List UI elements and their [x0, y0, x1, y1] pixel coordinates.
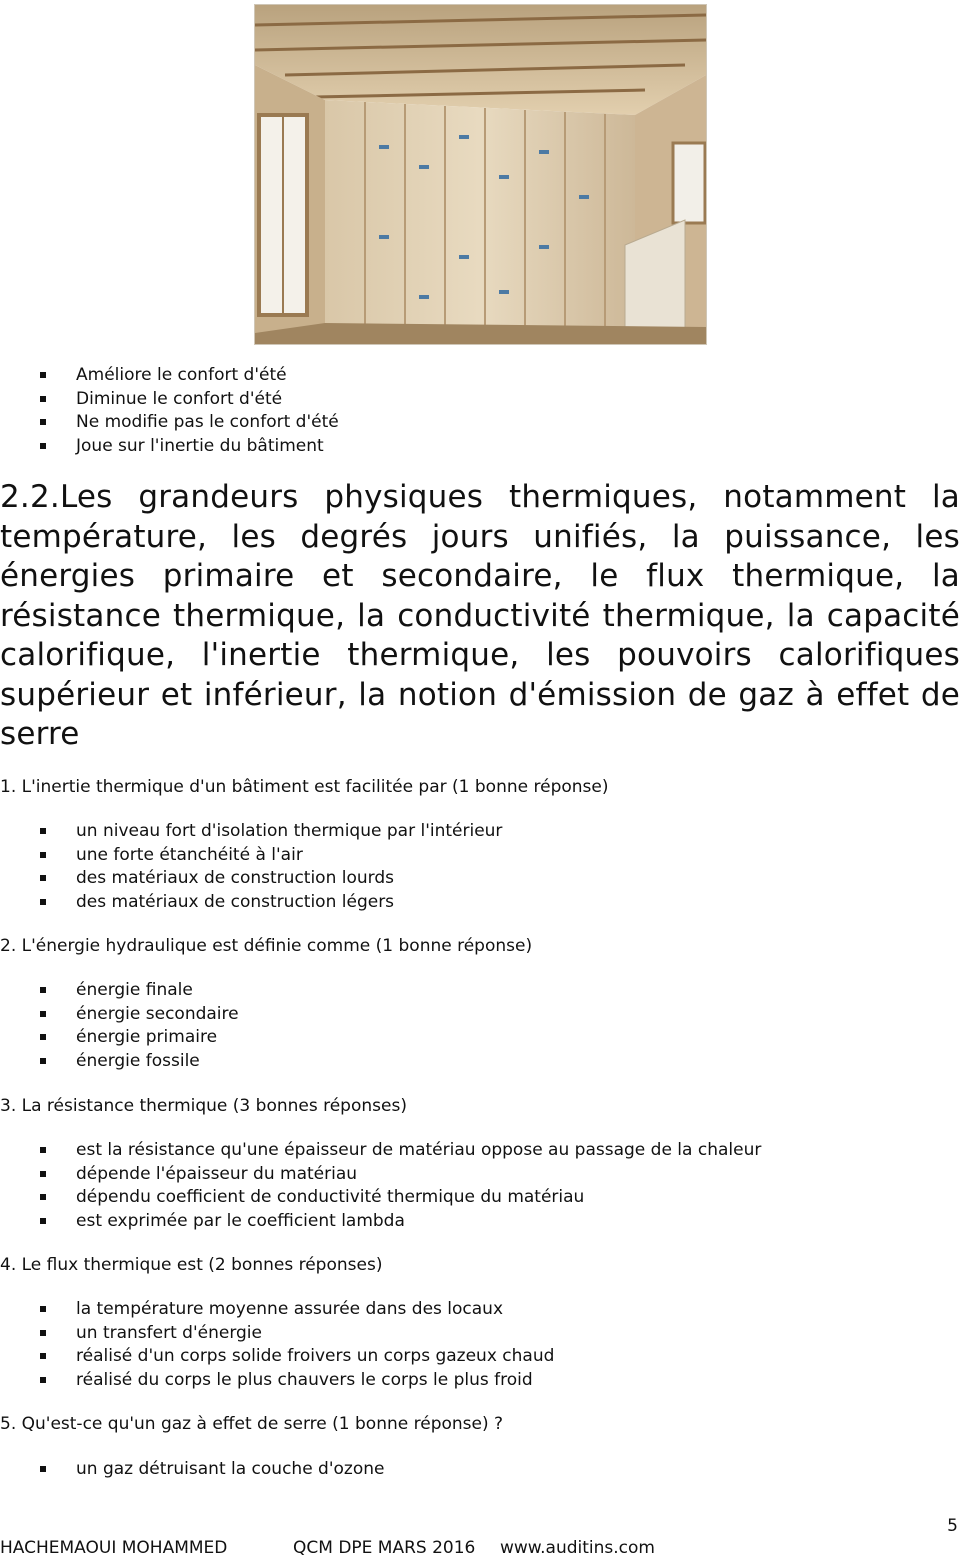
- footer-document: QCM DPE MARS 2016: [293, 1538, 476, 1558]
- insulated-room-photo: [254, 4, 707, 345]
- list-item[interactable]: la température moyenne assurée dans des locaux: [0, 1298, 554, 1322]
- square-bullet-icon: [40, 875, 46, 881]
- list-item[interactable]: dépende l'épaisseur du matériau: [0, 1163, 761, 1187]
- square-bullet-icon: [40, 899, 46, 905]
- list-item[interactable]: énergie finale: [0, 979, 239, 1003]
- question-2-options: [0, 979, 239, 1073]
- list-item[interactable]: énergie secondaire: [0, 1003, 239, 1027]
- page-number: 5: [947, 1516, 958, 1536]
- question-3-options: [0, 1139, 761, 1233]
- list-item[interactable]: est la résistance qu'une épaisseur de matériau oppose au passage de la chaleur: [0, 1139, 761, 1163]
- square-bullet-icon: [40, 852, 46, 858]
- list-item[interactable]: réalisé du corps le plus chauvers le corps le plus froid: [0, 1369, 554, 1393]
- square-bullet-icon: [40, 987, 46, 993]
- square-bullet-icon: [40, 1330, 46, 1336]
- square-bullet-icon: [40, 1466, 46, 1472]
- question-1-options: [0, 820, 502, 914]
- footer-author: HACHEMAOUI MOHAMMED: [0, 1538, 228, 1558]
- square-bullet-icon: [40, 828, 46, 834]
- question-3: 3. La résistance thermique (3 bonnes réponses): [0, 1096, 407, 1116]
- square-bullet-icon: [40, 1306, 46, 1312]
- section-heading: 2.2.Les grandeurs physiques thermiques, notamment la température, les degrés jours unifiés, la puissance, les énergies primaire et secondaire, le flux thermique, la résistance thermique, la conductivité thermique, la capacité calorifique, l'inertie thermique, les pouvoirs calorifiques supérieur et inférieur, la notion d'émission de gaz à effet de serre: [0, 479, 960, 752]
- square-bullet-icon: [40, 443, 46, 449]
- square-bullet-icon: [40, 396, 46, 402]
- square-bullet-icon: [40, 372, 46, 378]
- list-item[interactable]: est exprimée par le coefficient lambda: [0, 1210, 761, 1234]
- list-item[interactable]: énergie primaire: [0, 1026, 239, 1050]
- square-bullet-icon: [40, 1147, 46, 1153]
- list-item[interactable]: un niveau fort d'isolation thermique par l'intérieur: [0, 820, 502, 844]
- square-bullet-icon: [40, 1377, 46, 1383]
- square-bullet-icon: [40, 1194, 46, 1200]
- square-bullet-icon: [40, 1218, 46, 1224]
- square-bullet-icon: [40, 1171, 46, 1177]
- intro-options-list: [0, 364, 339, 458]
- list-item[interactable]: Joue sur l'inertie du bâtiment: [0, 435, 339, 459]
- list-item[interactable]: Améliore le confort d'été: [0, 364, 339, 388]
- list-item[interactable]: des matériaux de construction légers: [0, 891, 502, 915]
- question-2: 2. L'énergie hydraulique est définie comme (1 bonne réponse): [0, 936, 533, 956]
- footer-website[interactable]: www.auditins.com: [500, 1538, 655, 1558]
- list-item[interactable]: dépendu coefficient de conductivité thermique du matériau: [0, 1186, 761, 1210]
- list-item[interactable]: réalisé d'un corps solide froivers un corps gazeux chaud: [0, 1345, 554, 1369]
- square-bullet-icon: [40, 1353, 46, 1359]
- list-item[interactable]: un transfert d'énergie: [0, 1322, 554, 1346]
- list-item[interactable]: une forte étanchéité à l'air: [0, 844, 502, 868]
- question-4: 4. Le flux thermique est (2 bonnes réponses): [0, 1255, 383, 1275]
- question-5: 5. Qu'est-ce qu'un gaz à effet de serre (1 bonne réponse) ?: [0, 1414, 504, 1434]
- square-bullet-icon: [40, 419, 46, 425]
- list-item[interactable]: Diminue le confort d'été: [0, 388, 339, 412]
- list-item[interactable]: des matériaux de construction lourds: [0, 867, 502, 891]
- question-4-options: [0, 1298, 554, 1392]
- question-1: 1. L'inertie thermique d'un bâtiment est facilitée par (1 bonne réponse): [0, 777, 609, 797]
- square-bullet-icon: [40, 1058, 46, 1064]
- square-bullet-icon: [40, 1034, 46, 1040]
- list-item[interactable]: Ne modifie pas le confort d'été: [0, 411, 339, 435]
- list-item[interactable]: énergie fossile: [0, 1050, 239, 1074]
- list-item[interactable]: un gaz détruisant la couche d'ozone: [0, 1458, 384, 1482]
- square-bullet-icon: [40, 1011, 46, 1017]
- question-5-options: [0, 1458, 384, 1482]
